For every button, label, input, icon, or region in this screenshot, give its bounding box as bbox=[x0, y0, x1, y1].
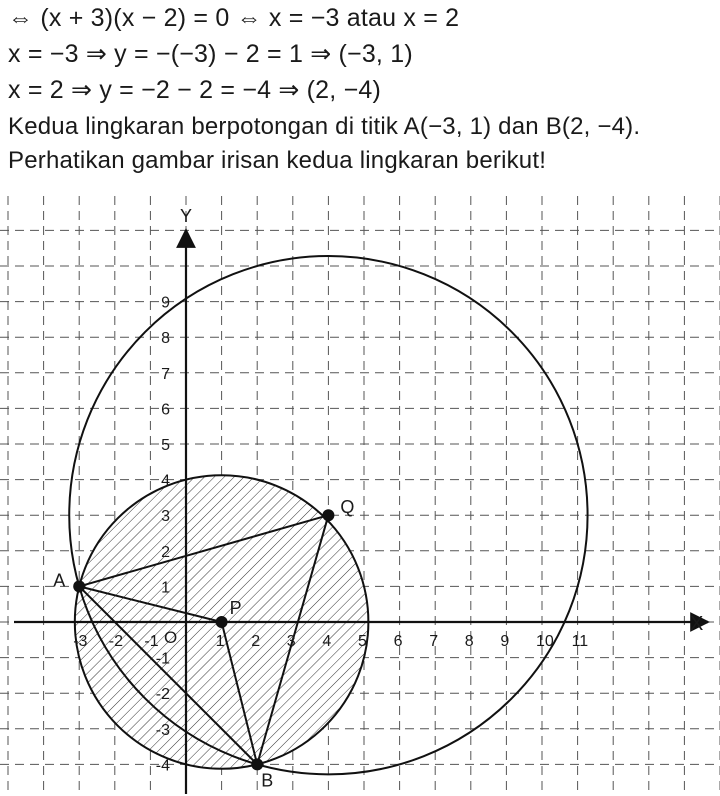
y-tick-label: -4 bbox=[155, 757, 170, 775]
point-Q bbox=[322, 509, 334, 521]
y-tick-label: 4 bbox=[161, 472, 170, 490]
x-tick-label: 11 bbox=[571, 633, 589, 650]
point-A bbox=[73, 580, 85, 592]
point-label-A: A bbox=[53, 570, 66, 591]
y-tick-label: 2 bbox=[161, 543, 170, 561]
y-tick-label: 6 bbox=[161, 401, 170, 419]
x-tick-label: 5 bbox=[358, 633, 367, 650]
x-tick-label: 3 bbox=[286, 633, 296, 650]
x-tick-label: 4 bbox=[322, 633, 332, 650]
point-B bbox=[251, 758, 263, 770]
y-tick-label: -3 bbox=[155, 721, 170, 739]
x-tick-label: 7 bbox=[429, 633, 439, 650]
x-tick-label: -1 bbox=[144, 633, 159, 650]
x-tick-label: 1 bbox=[215, 633, 225, 650]
paragraph-intersection: Kedua lingkaran berpotongan di titik A(−3, 1) dan B(2, −4). bbox=[8, 113, 641, 140]
x-tick-label: 2 bbox=[251, 633, 261, 650]
y-axis-label: Y bbox=[180, 206, 193, 226]
x-tick-label: 9 bbox=[500, 633, 510, 650]
x-tick-label: -3 bbox=[73, 633, 88, 650]
equation-line-1: ⇔ (x + 3)(x − 2) = 0 ⇔ x = −3 atau x = 2 bbox=[8, 4, 460, 32]
y-tick-label: 5 bbox=[161, 437, 170, 454]
y-tick-label: -2 bbox=[155, 686, 170, 704]
point-P bbox=[216, 616, 228, 628]
point-label-B: B bbox=[261, 770, 274, 791]
y-tick-label: 8 bbox=[161, 330, 170, 348]
origin-label: O bbox=[164, 628, 178, 647]
point-label-Q: Q bbox=[340, 497, 355, 518]
solution-text bbox=[8, 0, 720, 176]
x-tick-label: 6 bbox=[393, 633, 403, 650]
y-tick-label: 9 bbox=[161, 294, 170, 312]
x-tick-label: 8 bbox=[464, 633, 474, 650]
y-tick-label: 3 bbox=[161, 508, 170, 526]
equation-line-3: x = 2 ⇒ y = −2 − 2 = −4 ⇒ (2, −4) bbox=[8, 76, 382, 104]
equation-line-2: x = −3 ⇒ y = −(−3) − 2 = 1 ⇒ (−3, 1) bbox=[8, 40, 413, 68]
y-tick-label: 1 bbox=[161, 579, 170, 597]
y-tick-label: 7 bbox=[161, 365, 170, 383]
point-label-P: P bbox=[229, 598, 242, 618]
x-tick-label: 10 bbox=[536, 633, 554, 650]
circle-intersection-figure bbox=[0, 196, 720, 796]
paragraph-instruction: Perhatikan gambar irisan kedua lingkaran berikut! bbox=[8, 147, 547, 174]
x-tick-label: -2 bbox=[108, 633, 124, 650]
x-axis-label: X bbox=[690, 613, 704, 635]
y-tick-label: -1 bbox=[155, 650, 170, 668]
